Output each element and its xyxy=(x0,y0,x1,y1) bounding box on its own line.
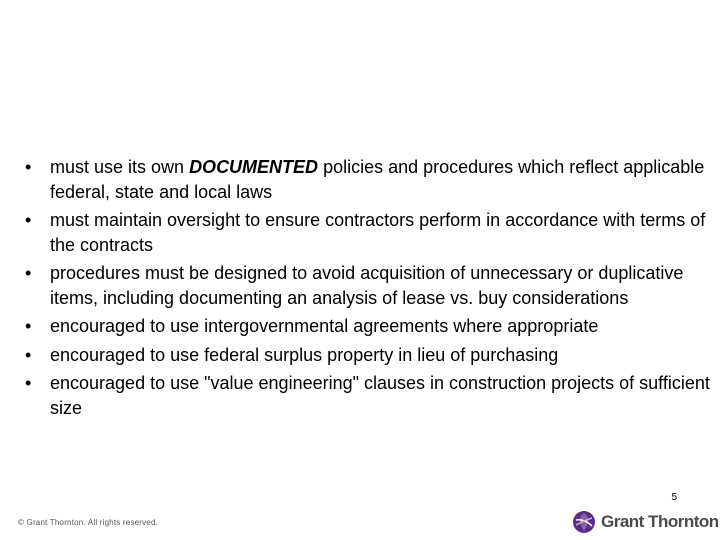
bullet-marker: • xyxy=(25,263,32,283)
bullet-text: must use its own xyxy=(50,157,190,177)
bullet-text: encouraged to use intergovernmental agreements where appropriate xyxy=(50,316,599,336)
grant-thornton-logo xyxy=(572,509,719,535)
bullet-list xyxy=(22,155,712,424)
bullet-marker: • xyxy=(25,344,32,365)
bullet-marker: • xyxy=(25,210,32,230)
bullet-text: encouraged to use "value engineering" clauses in construction projects of sufficient size xyxy=(50,373,710,418)
bullet-item xyxy=(22,208,712,257)
bullet-text: encouraged to use federal surplus property in lieu of purchasing xyxy=(50,344,559,365)
bullet-marker: • xyxy=(25,316,32,336)
bullet-emphasis: DOCUMENTED xyxy=(189,157,319,177)
bullet-text: procedures must be designed to avoid acquisition of unnecessary or duplicative items, including documenting an analysis of lease vs. buy considerations xyxy=(50,263,684,308)
bullet-marker: • xyxy=(25,157,32,177)
bullet-item xyxy=(22,371,712,420)
bullet-marker: • xyxy=(25,373,32,393)
page-number: 5 xyxy=(671,492,677,503)
bullet-text: must maintain oversight to ensure contractors perform in accordance with terms of the contracts xyxy=(50,210,706,255)
logo-text: Grant Thornton xyxy=(601,512,719,531)
copyright-notice: © Grant Thornton. All rights reserved. xyxy=(18,518,159,527)
grant-thornton-logo-icon xyxy=(572,510,596,534)
bullet-text: policies and procedures which reflect applicable federal, state and local laws xyxy=(50,157,705,202)
bullet-item xyxy=(22,314,712,339)
bullet-item xyxy=(22,261,712,310)
bullet-item xyxy=(22,155,712,204)
bullet-item xyxy=(22,343,712,368)
